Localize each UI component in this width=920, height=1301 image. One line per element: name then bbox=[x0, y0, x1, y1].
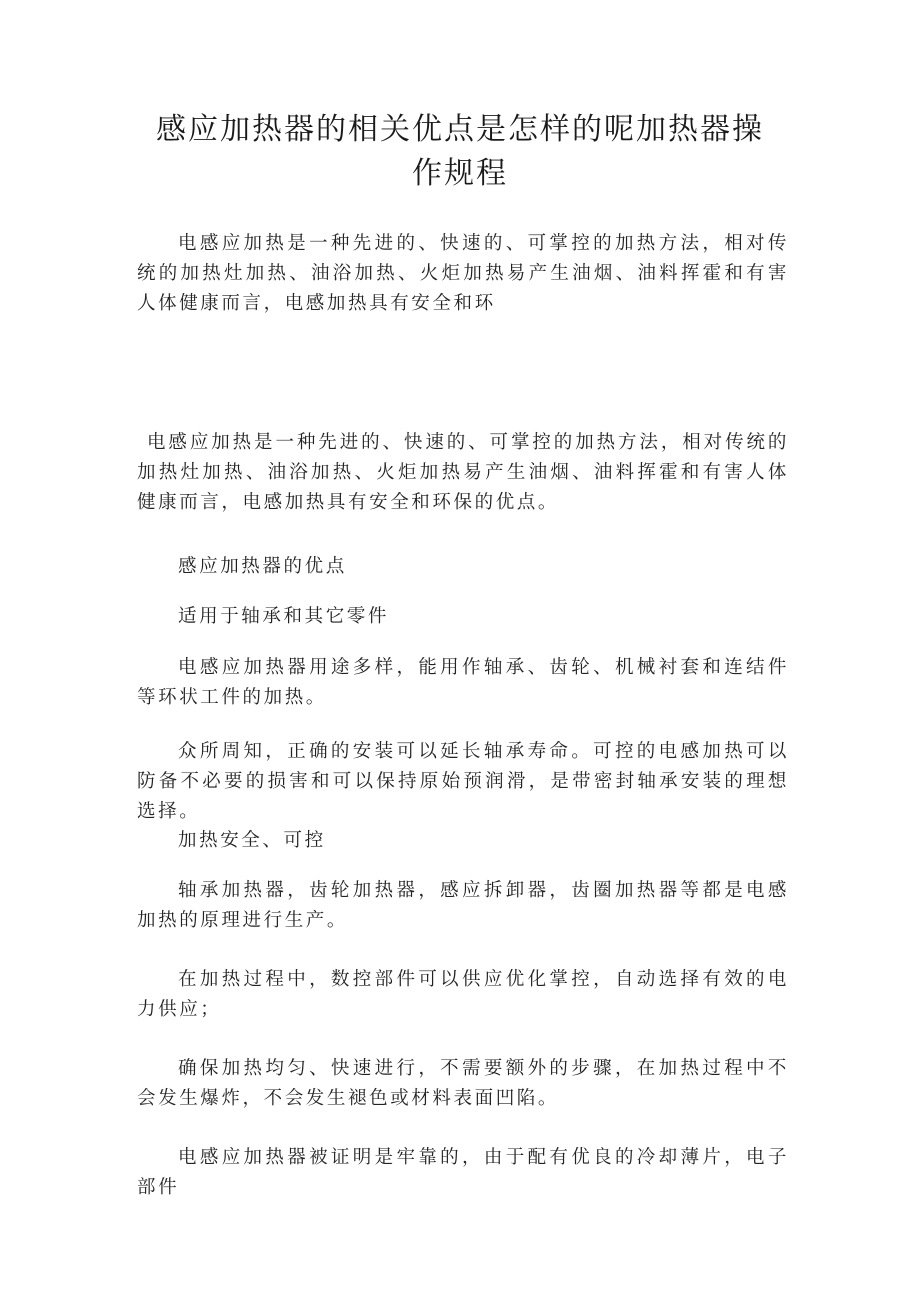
paragraph-intro-excerpt: 电感应加热是一种先进的、快速的、可掌控的加热方法，相对传统的加热灶加热、油浴加热、火炬加热易产生油烟、油料挥霍和有害人体健康而言，电感加热具有安全和环 bbox=[137, 233, 789, 314]
title-line-2: 作规程 bbox=[412, 156, 508, 191]
heading-advantages: 感应加热器的优点 bbox=[178, 556, 347, 577]
paragraph-uses: 电感应加热器用途多样，能用作轴承、齿轮、机械衬套和连结件等环状工件的加热。 bbox=[137, 657, 789, 708]
heading-safe-controllable: 加热安全、可控 bbox=[178, 830, 326, 851]
document-title bbox=[130, 108, 790, 196]
paragraph-heater-types: 轴承加热器，齿轮加热器，感应拆卸器，齿圈加热器等都是电感加热的原理进行生产。 bbox=[137, 880, 789, 931]
heading-applicable-parts: 适用于轴承和其它零件 bbox=[178, 606, 390, 627]
paragraph-reliability: 电感应加热器被证明是牢靠的，由于配有优良的冷却薄片，电子部件 bbox=[137, 1147, 789, 1198]
paragraph-uniform-heating: 确保加热均匀、快速进行，不需要额外的步骤，在加热过程中不会发生爆炸，不会发生褪色或材料表面凹陷。 bbox=[137, 1058, 789, 1109]
title-line-1: 感应加热器的相关优点是怎样的呢加热器操 bbox=[156, 112, 764, 147]
paragraph-digital-control: 在加热过程中，数控部件可以供应优化掌控，自动选择有效的电力供应； bbox=[137, 969, 789, 1020]
paragraph-installation: 众所周知，正确的安装可以延长轴承寿命。可控的电感加热可以防备不必要的损害和可以保持原始预润滑，是带密封轴承安装的理想选择。 bbox=[137, 741, 789, 822]
paragraph-intro: 电感应加热是一种先进的、快速的、可掌控的加热方法，相对传统的加热灶加热、油浴加热、火炬加热易产生油烟、油料挥霍和有害人体健康而言，电感加热具有安全和环保的优点。 bbox=[137, 432, 789, 513]
